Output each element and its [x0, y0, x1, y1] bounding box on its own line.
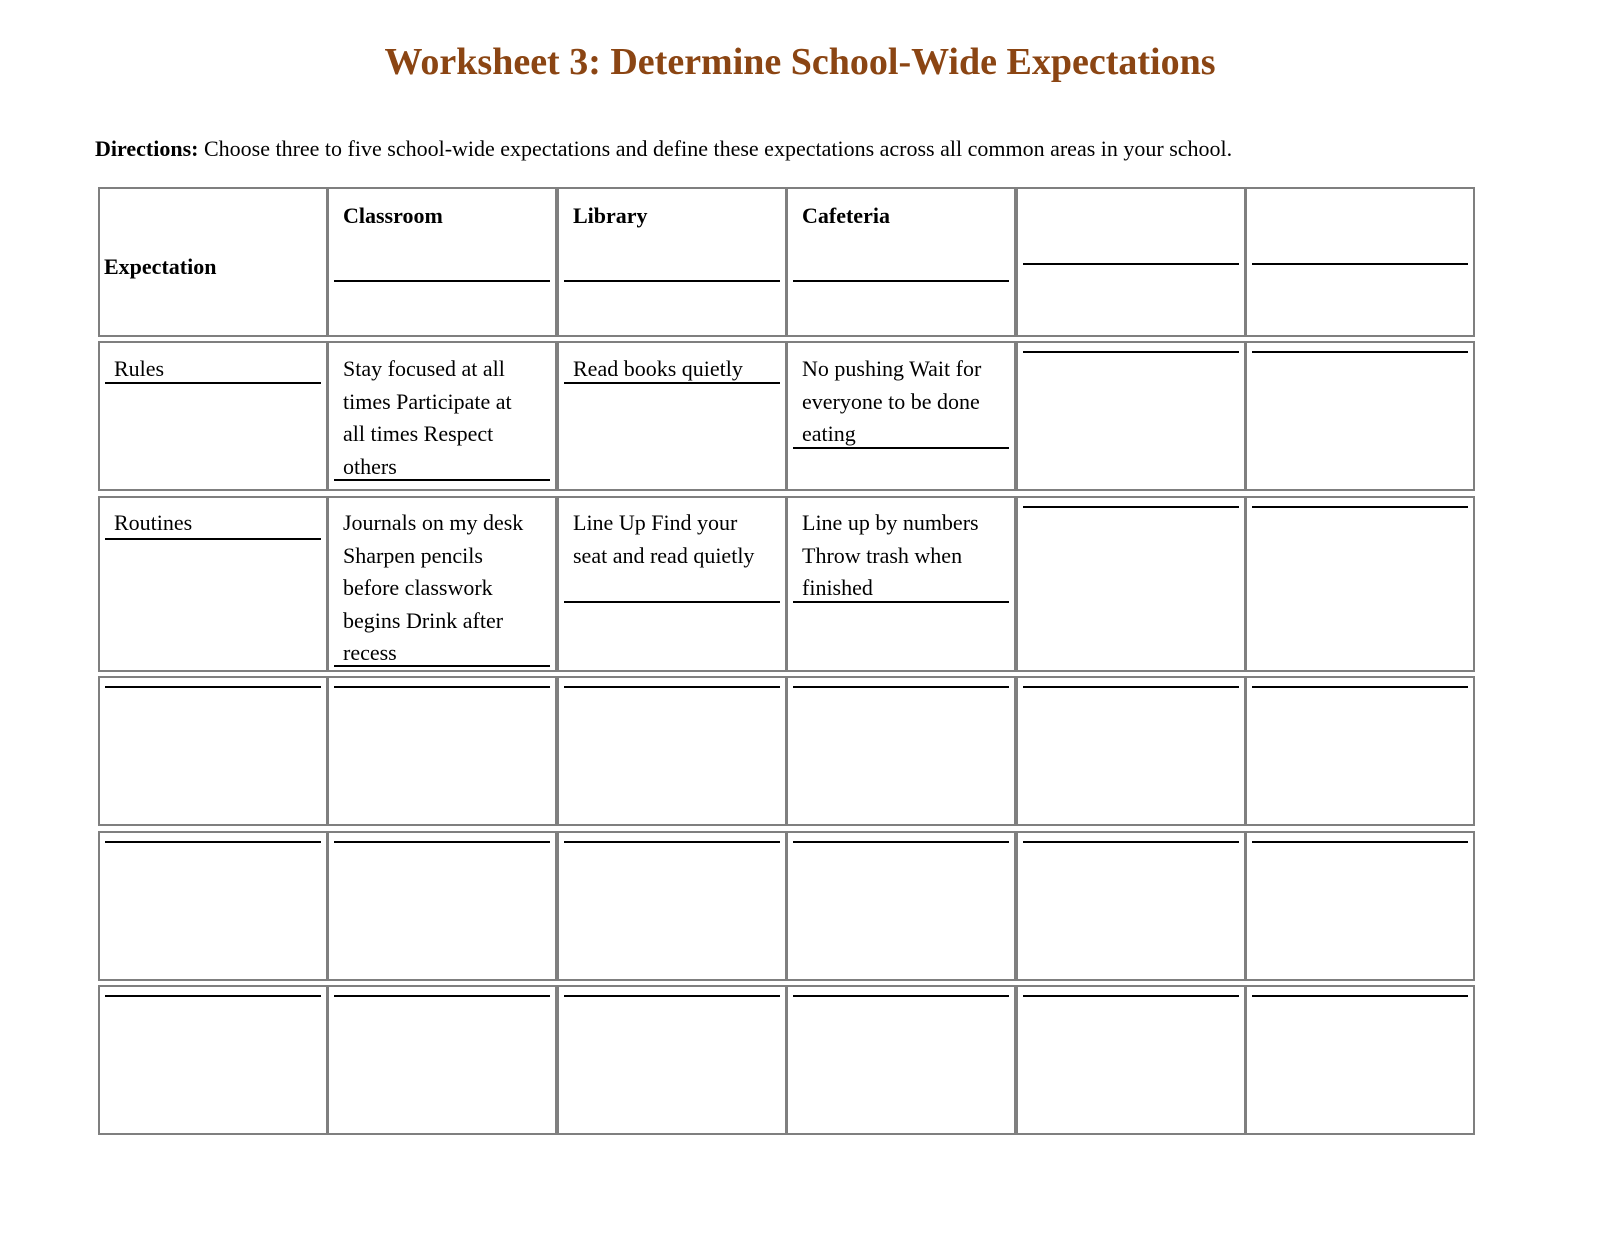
row-label: Rules	[114, 356, 165, 381]
table-cell	[327, 496, 557, 672]
table-cell[interactable]	[1016, 496, 1246, 672]
header-cell-expectation	[98, 187, 328, 337]
fill-in-line	[1023, 995, 1239, 997]
header-cell-library	[557, 187, 787, 337]
table-cell[interactable]	[1016, 985, 1246, 1135]
table-cell[interactable]	[557, 985, 787, 1135]
header-label: Library	[573, 203, 648, 228]
fill-in-line	[1252, 351, 1468, 353]
table-cell[interactable]	[1245, 676, 1475, 826]
fill-in-line	[564, 841, 780, 843]
row-label-cell	[98, 341, 328, 491]
cell-text: Journals on my desk Sharpen pencils before classwork begins Drink after recess	[343, 510, 524, 665]
cell-text: Line Up Find your seat and read quietly	[573, 510, 755, 568]
cell-text: Stay focused at all times Participate at all times Respect others	[343, 356, 512, 479]
fill-in-line	[1023, 506, 1239, 508]
table-cell[interactable]	[557, 676, 787, 826]
fill-in-line	[1252, 686, 1468, 688]
fill-in-line	[334, 995, 550, 997]
fill-in-line	[1023, 841, 1239, 843]
fill-in-line	[793, 841, 1009, 843]
header-cell-blank[interactable]	[1016, 187, 1246, 337]
cell-text: Read books quietly	[573, 356, 743, 381]
table-cell[interactable]	[1245, 985, 1475, 1135]
table-cell	[786, 341, 1016, 491]
fill-in-line	[1252, 263, 1468, 265]
fill-in-line	[1023, 263, 1239, 265]
header-label: Cafeteria	[802, 203, 890, 228]
fill-in-line	[105, 538, 321, 540]
cell-text: Line up by numbers Throw trash when finished	[802, 510, 979, 600]
page-title: Worksheet 3: Determine School-Wide Expectations	[384, 41, 1216, 83]
fill-in-line	[334, 841, 550, 843]
fill-in-line	[1252, 995, 1468, 997]
fill-in-line	[564, 601, 780, 603]
fill-in-line	[793, 686, 1009, 688]
fill-in-line	[564, 280, 780, 282]
table-cell[interactable]	[786, 985, 1016, 1135]
table-cell[interactable]	[1245, 341, 1475, 491]
fill-in-line	[334, 665, 550, 667]
header-cell-blank[interactable]	[1245, 187, 1475, 337]
row-label: Routines	[114, 510, 193, 535]
fill-in-line	[105, 686, 321, 688]
fill-in-line	[793, 601, 1009, 603]
table-cell	[786, 496, 1016, 672]
table-cell[interactable]	[327, 831, 557, 981]
table-cell[interactable]	[98, 676, 328, 826]
table-cell[interactable]	[1016, 676, 1246, 826]
fill-in-line	[564, 995, 780, 997]
row-label-cell	[98, 496, 328, 672]
header-label: Classroom	[343, 203, 443, 228]
directions-text: Choose three to five school-wide expectations and define these expectations across all common areas in your school.	[198, 136, 1233, 161]
fill-in-line	[793, 447, 1009, 449]
fill-in-line	[1252, 841, 1468, 843]
table-cell[interactable]	[98, 985, 328, 1135]
table-cell[interactable]	[1245, 496, 1475, 672]
table-cell[interactable]	[1016, 341, 1246, 491]
header-cell-cafeteria	[786, 187, 1016, 337]
table-cell[interactable]	[327, 676, 557, 826]
fill-in-line	[1252, 506, 1468, 508]
table-cell[interactable]	[1245, 831, 1475, 981]
fill-in-line	[334, 686, 550, 688]
fill-in-line	[793, 995, 1009, 997]
table-cell	[557, 496, 787, 672]
directions-label: Directions:	[95, 136, 199, 161]
table-cell[interactable]	[786, 831, 1016, 981]
cell-text: No pushing Wait for everyone to be done eating	[802, 356, 982, 446]
header-cell-classroom	[327, 187, 557, 337]
directions	[95, 136, 1232, 162]
table-cell[interactable]	[557, 831, 787, 981]
table-cell	[557, 341, 787, 491]
fill-in-line	[334, 280, 550, 282]
fill-in-line	[105, 382, 321, 384]
fill-in-line	[1023, 351, 1239, 353]
fill-in-line	[105, 841, 321, 843]
table-cell	[327, 341, 557, 491]
fill-in-line	[1023, 686, 1239, 688]
table-cell[interactable]	[1016, 831, 1246, 981]
fill-in-line	[105, 995, 321, 997]
header-label: Expectation	[104, 254, 217, 279]
fill-in-line	[793, 280, 1009, 282]
table-cell[interactable]	[98, 831, 328, 981]
fill-in-line	[564, 686, 780, 688]
fill-in-line	[334, 479, 550, 481]
table-cell[interactable]	[786, 676, 1016, 826]
table-cell[interactable]	[327, 985, 557, 1135]
fill-in-line	[564, 382, 780, 384]
